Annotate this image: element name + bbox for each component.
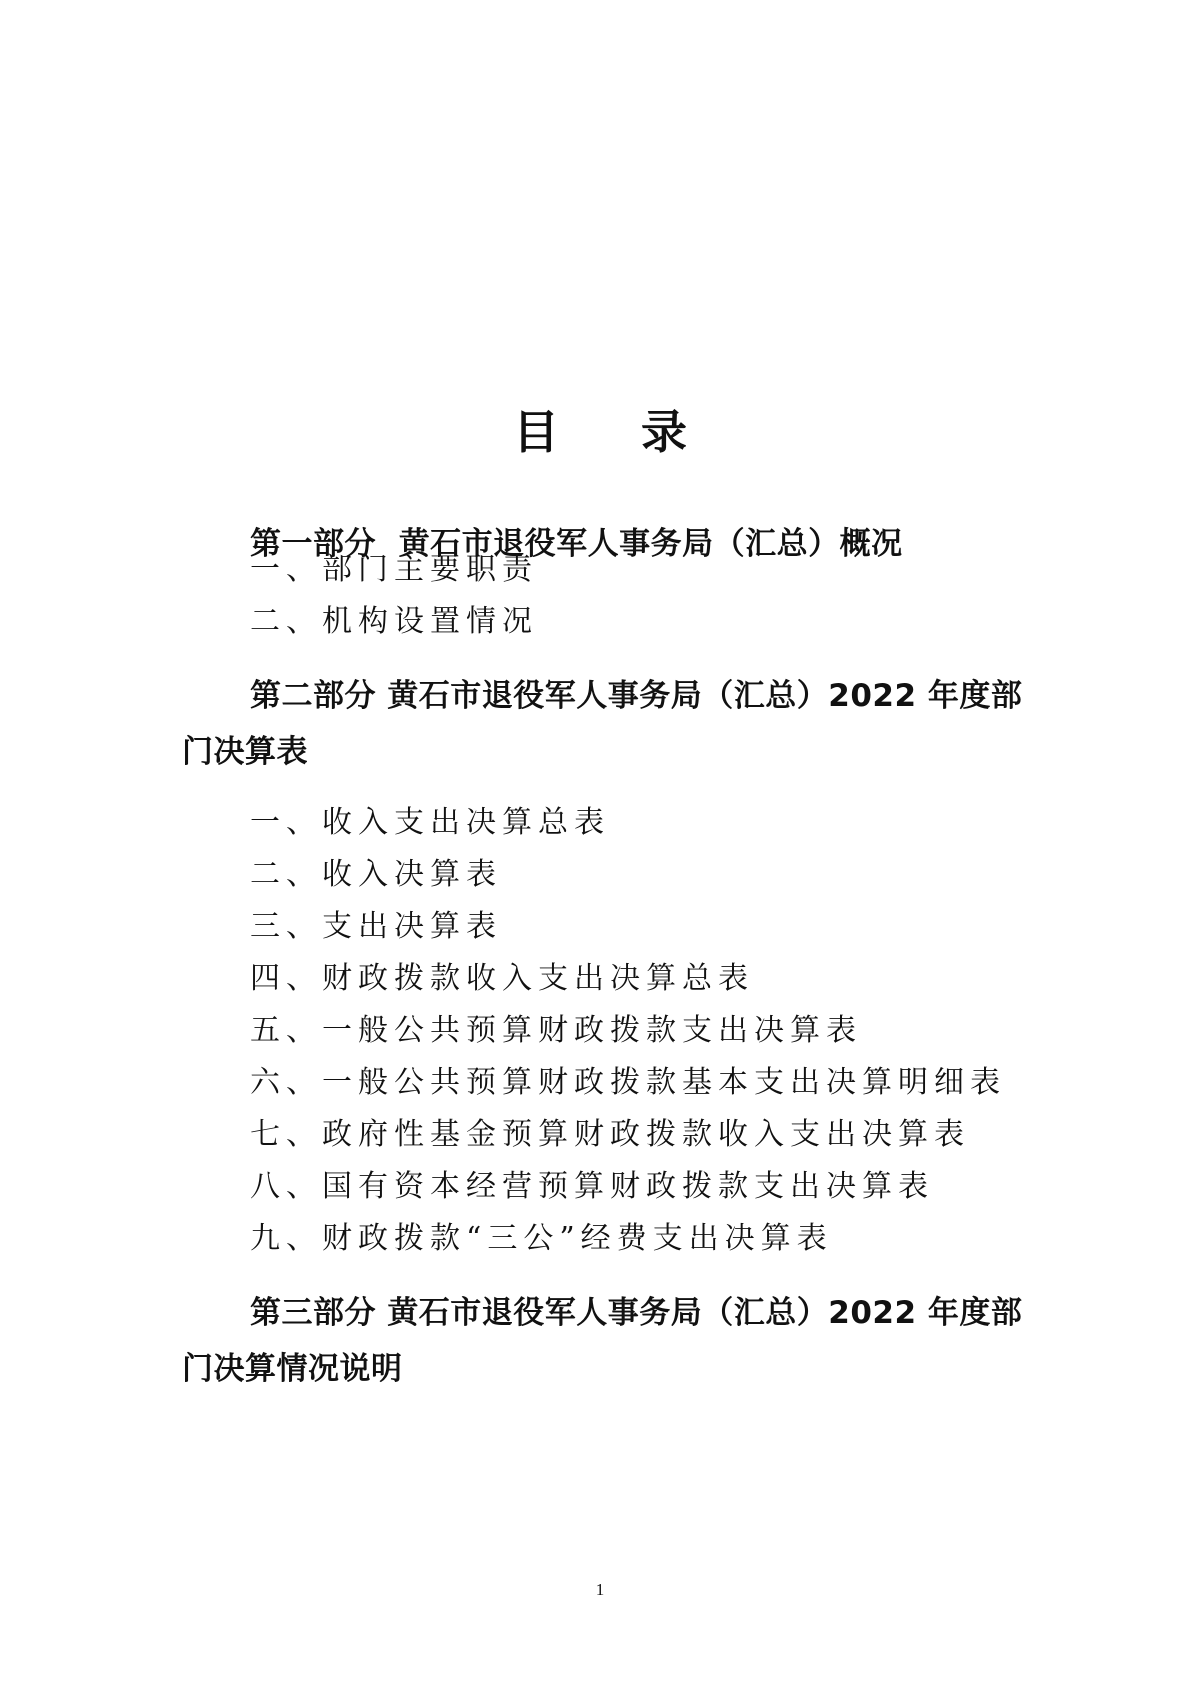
part2-item-7: 七、政府性基金预算财政拨款收入支出决算表	[250, 1117, 970, 1152]
toc-title-right: 录	[641, 405, 687, 459]
part2-item-2: 二、收入决算表	[250, 857, 502, 892]
part1-heading: 第一部分 黄石市退役军人事务局（汇总）概况	[250, 526, 903, 562]
toc-title-left: 目	[513, 405, 559, 459]
page-number: 1	[595, 1580, 605, 1599]
part2-item-6: 六、一般公共预算财政拨款基本支出决算明细表	[250, 1065, 1006, 1100]
part2-item-1: 一、收入支出决算总表	[250, 805, 610, 840]
part2-item-5: 五、一般公共预算财政拨款支出决算表	[250, 1013, 862, 1048]
part1-item-1: 一、部门主要职责	[250, 552, 538, 587]
part2-item-9: 九、财政拨款“三公”经费支出决算表	[250, 1221, 833, 1256]
part2-heading: 第二部分 黄石市退役军人事务局（汇总）2022 年度部门决算表	[182, 678, 1023, 770]
part2-item-4: 四、财政拨款收入支出决算总表	[250, 961, 754, 996]
toc-title	[0, 402, 1200, 462]
part3-heading: 第三部分 黄石市退役军人事务局（汇总）2022 年度部门决算情况说明	[182, 1295, 1023, 1387]
part2-item-3: 三、支出决算表	[250, 909, 502, 944]
part1-item-2: 二、机构设置情况	[250, 604, 538, 639]
part2-item-8: 八、国有资本经营预算财政拨款支出决算表	[250, 1169, 934, 1204]
